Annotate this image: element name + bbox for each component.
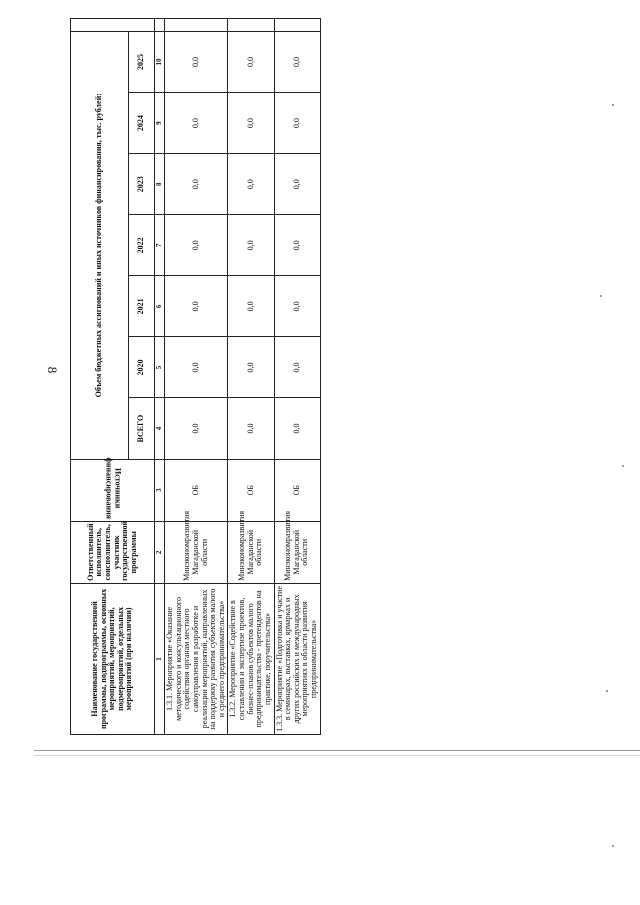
scan-edge-line <box>34 750 640 751</box>
year-2023-header: 2023 <box>129 154 155 215</box>
col-number-10: 10 <box>155 31 165 92</box>
table-edge-cell <box>71 19 155 32</box>
value-2023-cell: 0,0 <box>274 154 320 215</box>
responsible-cell: Минэкономразвития Магаданской области <box>165 521 228 583</box>
source-cell: ОБ <box>274 459 320 521</box>
year-2021-header: 2021 <box>129 276 155 337</box>
responsible-cell: Минэкономразвития Магаданской области <box>228 521 274 583</box>
name-header: Наименование государственной программы, подпрограммы, основных мероприятий, мероприятий, подмероприятий, отдельных мероприятий (при наличии) <box>71 583 155 734</box>
year-2022-header: 2022 <box>129 215 155 276</box>
header-row-1 <box>71 19 129 735</box>
activity-name-cell: 1.3.3. Мероприятие «Подготовка и участие в семинарах, выставках, ярмарках и других российских и международных мероприятиях в области развития предпринимательства» <box>274 583 320 734</box>
source-cell: ОБ <box>228 459 274 521</box>
value-2025-cell: 0,0 <box>165 31 228 92</box>
col-number-2: 2 <box>155 521 165 583</box>
col-number-9: 9 <box>155 93 165 154</box>
responsible-cell: Минэкономразвития Магаданской области <box>274 521 320 583</box>
col-number-4: 4 <box>155 398 165 459</box>
col-number-1: 1 <box>155 583 165 734</box>
responsible-header: Ответственный исполнитель, соисполнитель, участник государственной программы <box>71 521 155 583</box>
year-2020-header: 2020 <box>129 337 155 398</box>
value-2025-cell: 0,0 <box>228 31 274 92</box>
value-2021-cell: 0,0 <box>165 276 228 337</box>
rotated-table-container <box>70 18 318 735</box>
scan-speck <box>612 845 614 847</box>
table-edge-cell <box>155 19 165 32</box>
page-number: 8 <box>45 366 60 374</box>
activity-name-cell: 1.3.1. Мероприятие «Оказание методического и консультационного содействия органам местного самоуправления в разработке и реализации мероприятий, направленных на поддержку развития субъектов малого и среднего предпринимательства» <box>165 583 228 734</box>
scan-speck <box>612 104 614 106</box>
col-number-7: 7 <box>155 215 165 276</box>
table-wrap <box>70 18 318 735</box>
value-2025-cell: 0,0 <box>274 31 320 92</box>
table-edge-cell <box>274 19 320 32</box>
table-row <box>274 19 320 735</box>
value-2024-cell: 0,0 <box>274 93 320 154</box>
scan-speck <box>600 295 602 297</box>
value-2024-cell: 0,0 <box>228 93 274 154</box>
col-number-5: 5 <box>155 337 165 398</box>
source-cell: ОБ <box>165 459 228 521</box>
value-2022-cell: 0,0 <box>165 215 228 276</box>
value-2022-cell: 0,0 <box>274 215 320 276</box>
value-2024-cell: 0,0 <box>165 93 228 154</box>
col-number-6: 6 <box>155 276 165 337</box>
table-row <box>165 19 228 735</box>
table-edge-cell <box>165 19 228 32</box>
value-2021-cell: 0,0 <box>274 276 320 337</box>
scan-speck <box>606 690 608 692</box>
column-number-row <box>155 19 165 735</box>
table-row <box>228 19 274 735</box>
value-2021-cell: 0,0 <box>228 276 274 337</box>
value-2023-cell: 0,0 <box>228 154 274 215</box>
source-header <box>71 459 155 521</box>
value-total-cell: 0,0 <box>274 398 320 459</box>
year-2024-header: 2024 <box>129 93 155 154</box>
value-2020-cell: 0,0 <box>165 337 228 398</box>
col-number-8: 8 <box>155 154 165 215</box>
scan-edge-line-faint <box>34 755 640 756</box>
volume-header: Объем бюджетных ассигнований и иных источников финансирования, тыс. рублей: <box>71 31 129 459</box>
value-total-cell: 0,0 <box>165 398 228 459</box>
table-edge-cell <box>228 19 274 32</box>
year-2025-header: 2025 <box>129 31 155 92</box>
value-2022-cell: 0,0 <box>228 215 274 276</box>
total-header: ВСЕГО <box>129 398 155 459</box>
value-total-cell: 0,0 <box>228 398 274 459</box>
source-header-text: Источники финансирования <box>104 457 123 519</box>
value-2020-cell: 0,0 <box>228 337 274 398</box>
scan-speck <box>622 465 624 467</box>
value-2020-cell: 0,0 <box>274 337 320 398</box>
col-number-3: 3 <box>155 459 165 521</box>
budget-table <box>70 18 321 735</box>
activity-name-cell: 1.3.2. Мероприятие «Содействие в составлении и экспертизе проектов, бизнес-планов субъектов малого предпринимательства - претендентов на практике, поручительства» <box>228 583 274 734</box>
value-2023-cell: 0,0 <box>165 154 228 215</box>
